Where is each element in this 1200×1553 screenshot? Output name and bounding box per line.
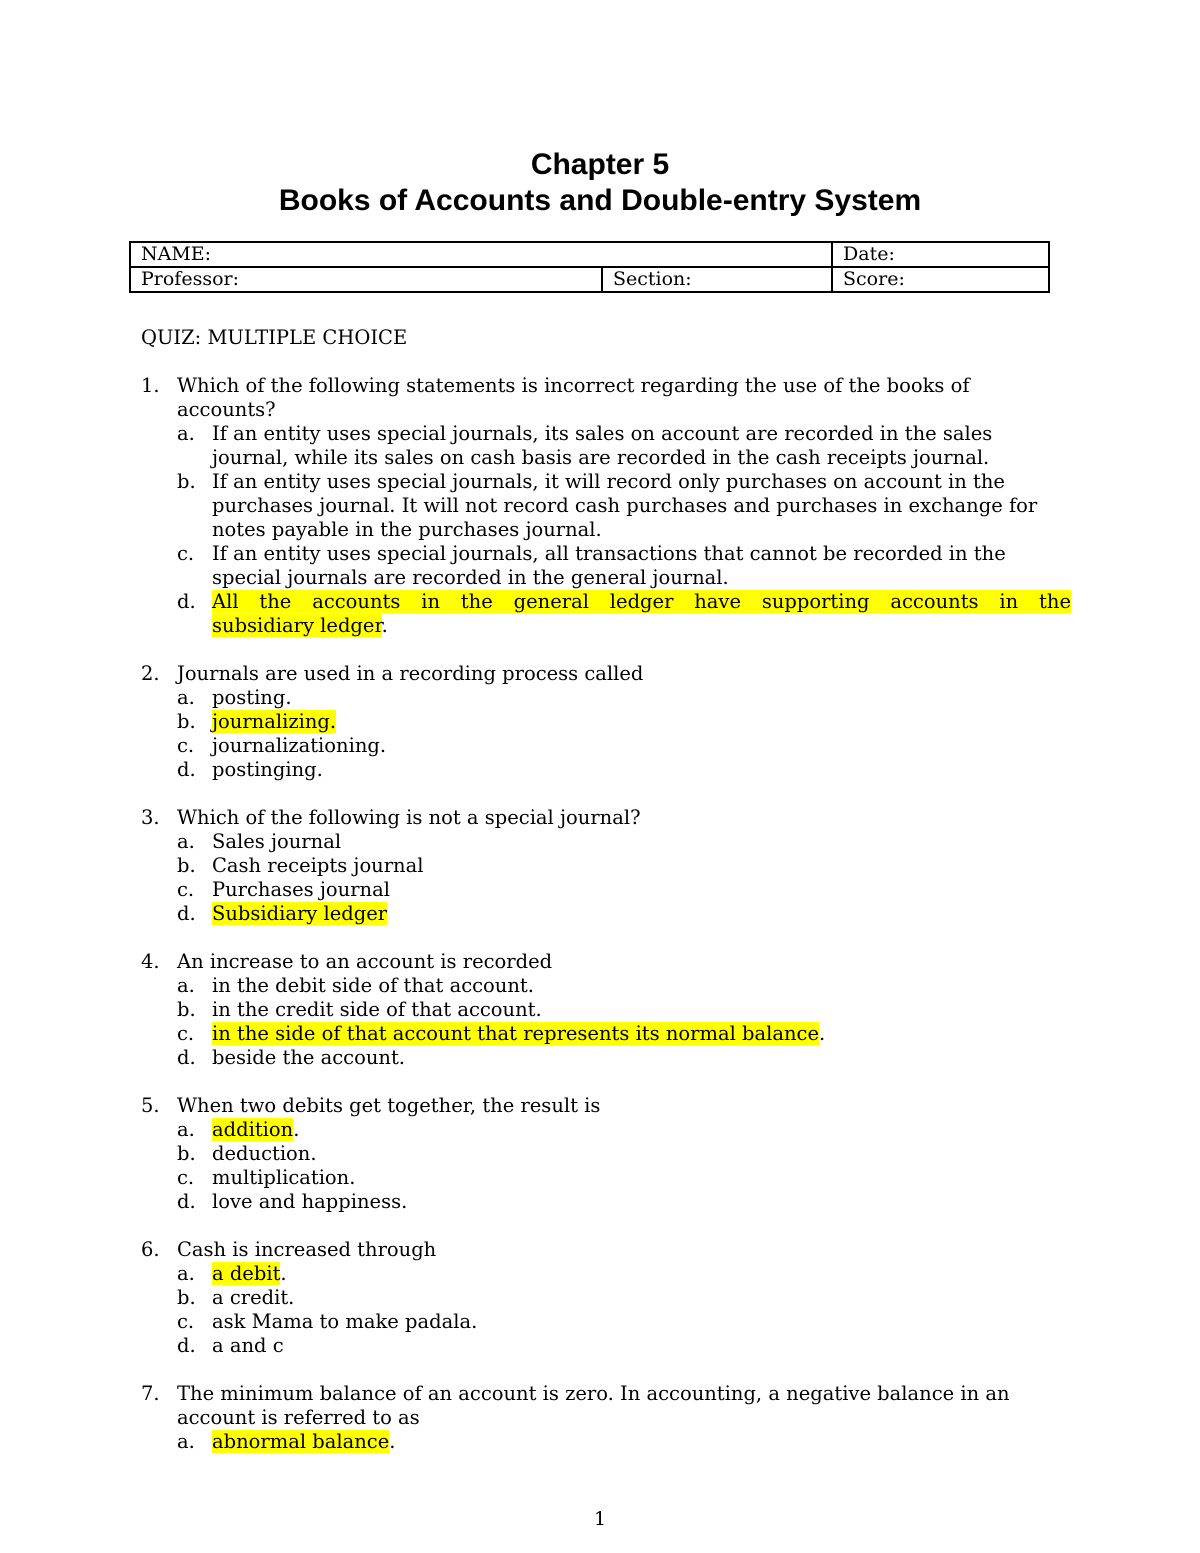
option-letter: d. bbox=[177, 902, 196, 925]
option-letter: d. bbox=[177, 1334, 196, 1357]
option-letter: b. bbox=[177, 1286, 196, 1309]
option-text: If an entity uses special journals, all transactions that cannot be recorded in the special journals are recorded in the general journal. bbox=[212, 542, 1006, 589]
option-text: in the debit side of that account. bbox=[212, 974, 534, 997]
question-number: 7. bbox=[141, 1382, 160, 1405]
option-b bbox=[141, 470, 1071, 542]
correct-answer-highlight: journalizing. bbox=[212, 710, 337, 733]
question-stem bbox=[141, 662, 1071, 686]
option-c bbox=[141, 1166, 1071, 1190]
option-letter: c. bbox=[177, 1166, 195, 1189]
option-a bbox=[141, 830, 1071, 854]
question-text: Which of the following statements is incorrect regarding the use of the books of accounts? bbox=[177, 374, 970, 421]
option-a bbox=[141, 686, 1071, 710]
option-c bbox=[141, 1310, 1071, 1334]
question-stem bbox=[141, 1094, 1071, 1118]
option-b bbox=[141, 1286, 1071, 1310]
option-letter: b. bbox=[177, 470, 196, 493]
option-text: a credit. bbox=[212, 1286, 295, 1309]
option-letter: c. bbox=[177, 1310, 195, 1333]
correct-answer-highlight: All the accounts in the general ledger have supporting accounts in the bbox=[212, 590, 1071, 613]
option-text: deduction. bbox=[212, 1142, 317, 1165]
correct-answer-highlight: a debit bbox=[212, 1262, 281, 1285]
option-d bbox=[141, 590, 1071, 638]
question-number: 1. bbox=[141, 374, 160, 397]
correct-answer-highlight: subsidiary ledger bbox=[212, 614, 382, 637]
option-text: love and happiness. bbox=[212, 1190, 408, 1213]
option-suffix: . bbox=[819, 1022, 826, 1045]
option-letter: a. bbox=[177, 1118, 195, 1141]
question-stem bbox=[141, 374, 1071, 422]
option-letter: b. bbox=[177, 854, 196, 877]
option-a bbox=[141, 1430, 1071, 1454]
option-suffix: . bbox=[293, 1118, 300, 1141]
correct-answer-highlight: in the side of that account that represents its normal balance bbox=[212, 1022, 820, 1045]
option-letter: d. bbox=[177, 758, 196, 781]
question-stem bbox=[141, 806, 1071, 830]
option-text: If an entity uses special journals, it will record only purchases on account in the purchases journal. It will not record cash purchases and purchases in exchange for notes payable in the purchases journal. bbox=[212, 470, 1038, 541]
question-4 bbox=[141, 950, 1071, 1070]
option-text: posting. bbox=[212, 686, 292, 709]
option-a bbox=[141, 1262, 1071, 1286]
option-letter: b. bbox=[177, 998, 196, 1021]
option-d bbox=[141, 1190, 1071, 1214]
option-letter: a. bbox=[177, 1262, 195, 1285]
quiz-section bbox=[141, 326, 1071, 1478]
question-stem bbox=[141, 1238, 1071, 1262]
question-7 bbox=[141, 1382, 1071, 1454]
option-text: If an entity uses special journals, its sales on account are recorded in the sales journal, while its sales on cash basis are recorded in the cash receipts journal. bbox=[212, 422, 993, 469]
option-letter: d. bbox=[177, 590, 196, 613]
option-letter: a. bbox=[177, 422, 195, 445]
question-text: When two debits get together, the result is bbox=[177, 1094, 601, 1117]
option-text: a and c bbox=[212, 1334, 284, 1357]
question-2 bbox=[141, 662, 1071, 782]
option-text: journalizationing. bbox=[212, 734, 387, 757]
option-c bbox=[141, 734, 1071, 758]
option-d bbox=[141, 1334, 1071, 1358]
question-text: Which of the following is not a special journal? bbox=[177, 806, 641, 829]
option-text: multiplication. bbox=[212, 1166, 356, 1189]
question-text: Cash is increased through bbox=[177, 1238, 437, 1261]
question-1 bbox=[141, 374, 1071, 638]
question-number: 2. bbox=[141, 662, 160, 685]
option-letter: c. bbox=[177, 734, 195, 757]
option-letter: c. bbox=[177, 878, 195, 901]
option-text: Sales journal bbox=[212, 830, 342, 853]
chapter-subtitle: Books of Accounts and Double-entry System bbox=[278, 184, 922, 217]
option-b bbox=[141, 710, 1071, 734]
question-number: 5. bbox=[141, 1094, 160, 1117]
quiz-heading: QUIZ: MULTIPLE CHOICE bbox=[141, 326, 408, 349]
option-a bbox=[141, 1118, 1071, 1142]
option-letter: a. bbox=[177, 686, 195, 709]
option-c bbox=[141, 878, 1071, 902]
question-number: 3. bbox=[141, 806, 160, 829]
question-5 bbox=[141, 1094, 1071, 1214]
option-text: postinging. bbox=[212, 758, 323, 781]
professor-field: Professor: bbox=[130, 267, 602, 292]
option-c bbox=[141, 1022, 1071, 1046]
option-letter: b. bbox=[177, 710, 196, 733]
option-suffix: . bbox=[280, 1262, 287, 1285]
option-suffix: . bbox=[389, 1430, 396, 1453]
correct-answer-highlight: abnormal balance bbox=[212, 1430, 390, 1453]
option-a bbox=[141, 974, 1071, 998]
question-stem bbox=[141, 1382, 1071, 1430]
option-letter: c. bbox=[177, 1022, 195, 1045]
option-a bbox=[141, 422, 1071, 470]
option-text: beside the account. bbox=[212, 1046, 405, 1069]
option-b bbox=[141, 998, 1071, 1022]
question-text: An increase to an account is recorded bbox=[177, 950, 553, 973]
score-field: Score: bbox=[832, 267, 1049, 292]
option-text: in the credit side of that account. bbox=[212, 998, 542, 1021]
option-letter: a. bbox=[177, 1430, 195, 1453]
option-d bbox=[141, 1046, 1071, 1070]
question-3 bbox=[141, 806, 1071, 926]
option-b bbox=[141, 1142, 1071, 1166]
option-b bbox=[141, 854, 1071, 878]
date-field: Date: bbox=[832, 242, 1049, 267]
option-text: Cash receipts journal bbox=[212, 854, 424, 877]
option-suffix: . bbox=[381, 614, 388, 637]
option-letter: c. bbox=[177, 542, 195, 565]
question-text: The minimum balance of an account is zero. In accounting, a negative balance in an account is referred to as bbox=[177, 1382, 1010, 1429]
option-letter: b. bbox=[177, 1142, 196, 1165]
option-d bbox=[141, 758, 1071, 782]
question-number: 6. bbox=[141, 1238, 160, 1261]
correct-answer-highlight: addition bbox=[212, 1118, 294, 1141]
correct-answer-highlight: Subsidiary ledger bbox=[212, 902, 388, 925]
option-d bbox=[141, 902, 1071, 926]
section-field: Section: bbox=[602, 267, 832, 292]
option-text: ask Mama to make padala. bbox=[212, 1310, 478, 1333]
option-letter: a. bbox=[177, 974, 195, 997]
option-letter: d. bbox=[177, 1190, 196, 1213]
option-c bbox=[141, 542, 1071, 590]
question-6 bbox=[141, 1238, 1071, 1358]
student-info-table bbox=[129, 241, 1050, 293]
name-field: NAME: bbox=[130, 242, 832, 267]
question-number: 4. bbox=[141, 950, 160, 973]
chapter-title: Chapter 5 bbox=[530, 148, 670, 181]
option-text: Purchases journal bbox=[212, 878, 390, 901]
option-letter: d. bbox=[177, 1046, 196, 1069]
page-number: 1 bbox=[593, 1508, 607, 1530]
question-stem bbox=[141, 950, 1071, 974]
question-text: Journals are used in a recording process called bbox=[177, 662, 644, 685]
option-letter: a. bbox=[177, 830, 195, 853]
